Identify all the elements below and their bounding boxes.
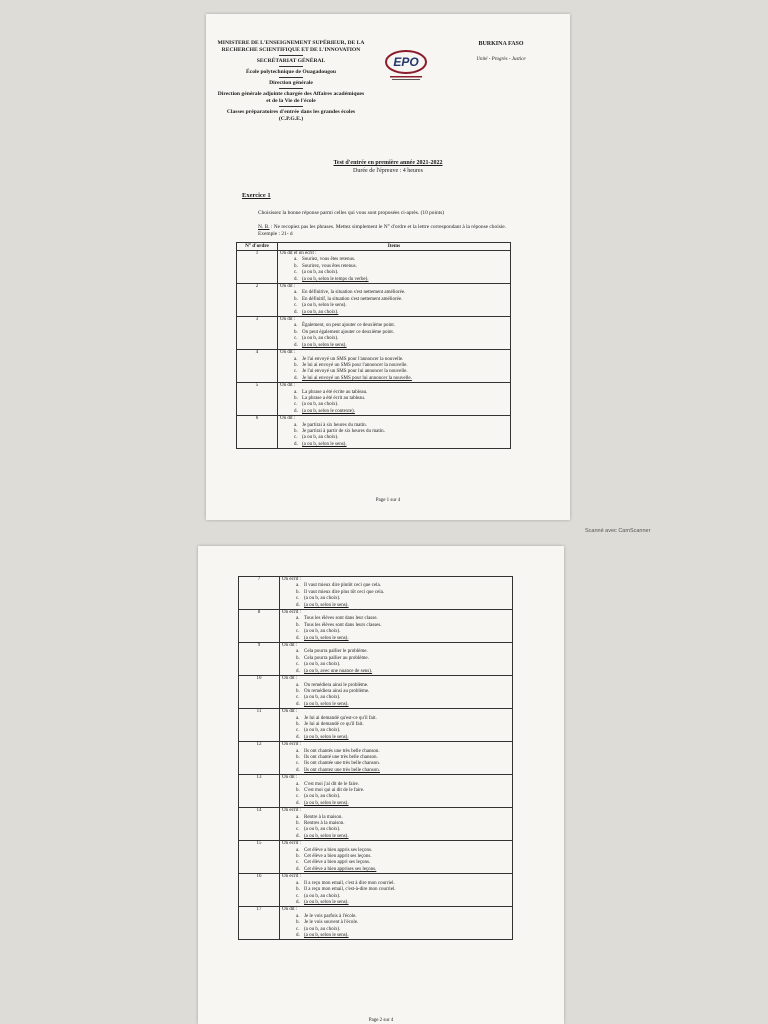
- option-text: La phrase a été écrit au tableau.: [302, 395, 366, 401]
- option-text: Je lui ai demandé qu'est-ce qu'il fait.: [304, 715, 377, 721]
- exam-title: Test d'entrée en première année 2021-2022: [333, 160, 443, 166]
- answer-option: [280, 442, 508, 448]
- question-lead: On écrit :: [282, 610, 301, 616]
- question-number: 11: [239, 709, 280, 742]
- option-letter: d.: [294, 441, 298, 447]
- nb-text: : Ne recopiez pas les phrases. Mettez simplement le N° d'ordre et la lettre correspondant à la réponse choisie. Exemple : 21- d: [258, 224, 507, 237]
- option-text: (a ou b, selon le sens).: [304, 833, 349, 839]
- divider: [279, 55, 303, 56]
- option-letter: d.: [296, 668, 300, 674]
- option-text: (a ou b, au choix).: [304, 794, 341, 800]
- question-items: [280, 808, 513, 841]
- country-label: BURKINA FASO: [478, 41, 524, 47]
- option-text: Tous les élèves sont dans leur classe.: [304, 616, 378, 622]
- option-letter: d.: [294, 342, 298, 348]
- option-letter: d.: [296, 701, 300, 707]
- option-text: La phrase a été écrite au tableau.: [302, 389, 368, 395]
- option-text: (a ou b, au choix).: [304, 926, 341, 932]
- answer-option: [282, 735, 510, 741]
- question-items: [280, 709, 513, 742]
- option-text: Ils ont chantez une très belle chanson.: [304, 767, 380, 773]
- option-text: Cet élève a bien apprises ses leçons.: [304, 866, 377, 872]
- option-letter: a.: [296, 649, 300, 655]
- option-text: Je l'ai envoyé un SMS pour lui annoncer la nouvelle.: [302, 369, 408, 375]
- option-letter: b.: [296, 887, 300, 893]
- option-text: (a ou b, selon le sens).: [304, 932, 349, 938]
- question-row: [239, 643, 513, 676]
- question-row: [239, 742, 513, 775]
- option-text: Je partirai à partir de six heures du matin.: [302, 428, 385, 434]
- question-row: [239, 676, 513, 709]
- question-number: 7: [239, 577, 280, 610]
- option-text: (a ou b, selon le sens).: [304, 734, 349, 740]
- question-items: [278, 317, 511, 350]
- question-row: [239, 709, 513, 742]
- question-lead: On dit :: [280, 317, 296, 323]
- option-letter: c.: [296, 695, 300, 701]
- question-lead: On dit :: [280, 284, 296, 290]
- cpge-line-1: Classes préparatoires d'entrée dans les grandes écoles: [226, 109, 356, 115]
- answer-option: [282, 900, 510, 906]
- option-text: On peut également ajouter ce deuxième point.: [302, 329, 395, 335]
- question-lead: On écrit :: [282, 577, 301, 582]
- option-text: (a ou b, selon le sens).: [302, 342, 347, 348]
- option-text: Ils ont chanté une très belle chanson.: [304, 754, 378, 760]
- option-letter: a.: [296, 913, 300, 919]
- option-letter: d.: [296, 833, 300, 839]
- question-items: [278, 251, 511, 284]
- option-letter: a.: [296, 814, 300, 820]
- option-text: (a ou b, au choix).: [302, 309, 339, 315]
- question-number: 9: [239, 643, 280, 676]
- nb-label: N. B.: [258, 224, 270, 230]
- question-items: [280, 775, 513, 808]
- question-row: [239, 775, 513, 808]
- question-lead: On dit :: [280, 350, 296, 356]
- answer-option: [282, 933, 510, 939]
- question-lead: On dit :: [282, 907, 298, 913]
- question-number: 15: [239, 841, 280, 874]
- option-letter: a.: [296, 880, 300, 886]
- question-lead: On dit :: [280, 383, 296, 389]
- answer-option: [280, 343, 508, 349]
- question-lead: On dit :: [282, 775, 298, 781]
- option-letter: c.: [296, 827, 300, 833]
- exercise-instruction: Choisissez la bonne réponse parmi celles qui vous sont proposées ci-après. (10 points): [258, 210, 445, 216]
- option-text: (a ou b, au choix).: [304, 695, 341, 701]
- option-letter: b.: [296, 920, 300, 926]
- question-row: [239, 577, 513, 610]
- document-page-2: [198, 546, 564, 1024]
- option-letter: c.: [294, 336, 298, 342]
- option-text: Tous les élèves sont dans leurs classes.: [304, 622, 382, 628]
- option-letter: a.: [294, 257, 298, 263]
- question-items: [280, 610, 513, 643]
- option-letter: d.: [294, 276, 298, 282]
- question-row: [237, 251, 511, 284]
- option-letter: c.: [294, 369, 298, 375]
- option-text: Il vaut mieux dire plutôt ceci que cela.: [304, 583, 381, 589]
- question-lead: On écrit :: [282, 841, 301, 847]
- question-lead: On écrit :: [282, 874, 301, 880]
- option-letter: c.: [296, 728, 300, 734]
- question-items: [280, 676, 513, 709]
- answer-option: [280, 376, 508, 382]
- option-letter: b.: [294, 296, 298, 302]
- exam-duration: Durée de l'épreuve : 4 heures: [353, 167, 423, 174]
- option-text: (a ou b, selon le sens).: [304, 800, 349, 806]
- option-letter: b.: [296, 655, 300, 661]
- option-text: (a ou b, selon le sens).: [304, 701, 349, 707]
- question-number: 17: [239, 907, 280, 940]
- option-letter: b.: [296, 721, 300, 727]
- option-text: Rentres à la maison.: [304, 821, 345, 827]
- option-text: (a ou b, au choix).: [304, 893, 341, 899]
- option-text: Cet élève a bien apprit ses leçons.: [304, 854, 372, 860]
- option-text: Je le vois parfois à l'école.: [304, 913, 357, 919]
- answer-option: [282, 603, 510, 609]
- option-text: (a ou b, selon le sens).: [304, 899, 349, 905]
- option-letter: c.: [296, 794, 300, 800]
- question-number: 5: [237, 383, 278, 416]
- option-text: (a ou b, selon le temps du verbe).: [302, 276, 369, 282]
- option-text: Cet élève a bien appris ses leçons.: [304, 847, 373, 853]
- answer-option: [282, 768, 510, 774]
- option-letter: a.: [294, 422, 298, 428]
- question-lead: On dit :: [282, 676, 298, 682]
- option-letter: c.: [294, 435, 298, 441]
- logo-text: EPO: [393, 55, 419, 69]
- option-text: (a ou b, au choix).: [304, 662, 341, 668]
- option-text: (a ou b, au choix).: [302, 402, 339, 408]
- option-letter: c.: [296, 926, 300, 932]
- option-letter: b.: [294, 428, 298, 434]
- option-text: On remédiera ainsi le problème.: [304, 682, 369, 688]
- option-text: (a ou b, au choix).: [304, 629, 341, 635]
- option-text: (a ou b, selon le sens).: [302, 303, 347, 309]
- exam-title-block: [206, 160, 570, 175]
- question-number: 1: [237, 251, 278, 284]
- question-lead: On dit :: [282, 643, 298, 649]
- option-letter: d.: [296, 932, 300, 938]
- option-text: (a ou b, au choix).: [302, 336, 339, 342]
- option-text: Souriez, vous êtes retenus.: [302, 257, 356, 263]
- option-letter: c.: [296, 662, 300, 668]
- option-text: Il vaut mieux dire plus tôt ceci que cela.: [304, 589, 385, 595]
- exercise-title: Exercice 1: [242, 192, 271, 199]
- col-header-num: N° d'ordre: [237, 243, 278, 251]
- option-letter: b.: [296, 821, 300, 827]
- option-letter: b.: [296, 854, 300, 860]
- answer-option: [282, 636, 510, 642]
- option-letter: d.: [294, 309, 298, 315]
- option-letter: c.: [296, 761, 300, 767]
- option-text: Je lui ai envoyé un SMS pour l'annoncer la nouvelle.: [302, 362, 408, 368]
- option-text: Je partirai à six heures du matin.: [302, 422, 367, 428]
- option-letter: a.: [296, 583, 300, 589]
- option-letter: b.: [296, 754, 300, 760]
- question-row: [237, 350, 511, 383]
- page-number: Page 1 sur 4: [375, 498, 401, 503]
- ministry-line-2: RECHERCHE SCIENTIFIQUE ET DE L'INNOVATION: [221, 47, 361, 53]
- option-letter: a.: [296, 748, 300, 754]
- option-letter: d.: [296, 602, 300, 608]
- cpge-line-2: (C.P.G.E.): [278, 116, 304, 122]
- questions-table-page-1: [236, 242, 511, 449]
- option-text: (a ou b, selon le sens).: [302, 441, 347, 447]
- option-text: En définitif, la situation s'est nettement améliorée.: [302, 296, 403, 302]
- option-text: Ils ont chantée une très belle chanson.: [304, 761, 380, 767]
- option-letter: d.: [296, 899, 300, 905]
- option-letter: b.: [296, 688, 300, 694]
- direction-adjointe-line-1: Direction générale adjointe chargée des Affaires académiques: [217, 91, 365, 97]
- divider: [279, 77, 303, 78]
- question-row: [237, 317, 511, 350]
- question-lead: On dit :: [282, 709, 298, 715]
- question-number: 2: [237, 284, 278, 317]
- option-letter: d.: [294, 408, 298, 414]
- question-number: 6: [237, 416, 278, 449]
- question-row: [239, 610, 513, 643]
- question-items: [280, 643, 513, 676]
- option-text: Je le vois souvent à l'école.: [304, 920, 359, 926]
- page-number: Page 2 sur 4: [368, 1018, 394, 1023]
- option-letter: a.: [296, 682, 300, 688]
- option-letter: b.: [294, 395, 298, 401]
- question-items: [280, 577, 513, 610]
- option-letter: d.: [296, 800, 300, 806]
- question-items: [278, 383, 511, 416]
- option-text: Il a reçu mon email, c'est à dire mon courriel.: [304, 880, 395, 886]
- option-text: (a ou b, au choix).: [304, 728, 341, 734]
- question-lead: On dit et on écrit :: [280, 251, 317, 256]
- option-letter: c.: [296, 893, 300, 899]
- question-items: [280, 841, 513, 874]
- option-letter: d.: [296, 866, 300, 872]
- option-text: Cela pourra pallier le problème.: [304, 649, 368, 655]
- answer-option: [280, 409, 508, 415]
- option-text: Cela pourra pallier au problème.: [304, 655, 369, 661]
- question-row: [239, 874, 513, 907]
- question-row: [237, 284, 511, 317]
- option-letter: c.: [296, 596, 300, 602]
- option-letter: b.: [294, 329, 298, 335]
- direction-adjointe-line-2: et de la Vie de l'école: [266, 98, 316, 104]
- divider: [279, 88, 303, 89]
- option-letter: c.: [296, 860, 300, 866]
- option-letter: b.: [296, 622, 300, 628]
- option-letter: a.: [296, 781, 300, 787]
- option-letter: a.: [294, 389, 298, 395]
- question-number: 16: [239, 874, 280, 907]
- option-letter: c.: [294, 270, 298, 276]
- option-text: Cet élève a bien appri ses leçons.: [304, 860, 371, 866]
- option-text: (a ou b, au choix).: [304, 827, 341, 833]
- option-text: On remédiera ainsi au problème.: [304, 688, 370, 694]
- motto-label: Unité - Progrès - Justice: [476, 57, 526, 62]
- option-letter: b.: [294, 362, 298, 368]
- option-letter: a.: [294, 323, 298, 329]
- option-letter: d.: [296, 767, 300, 773]
- option-text: C'est moi j'ai dit de le faire.: [304, 781, 359, 787]
- document-page-1: [206, 14, 570, 520]
- option-text: Je l'ai envoyé un SMS pour l'annoncer la nouvelle.: [302, 356, 404, 362]
- question-number: 8: [239, 610, 280, 643]
- option-letter: a.: [294, 290, 298, 296]
- option-text: Ils ont chantés une très belle chanson.: [304, 748, 380, 754]
- option-text: (a ou b, au choix).: [302, 270, 339, 276]
- option-letter: c.: [296, 629, 300, 635]
- option-letter: a.: [296, 715, 300, 721]
- divider: [279, 106, 303, 107]
- question-items: [280, 742, 513, 775]
- option-text: (a ou b, au choix).: [302, 435, 339, 441]
- table-header-row: [237, 243, 511, 251]
- answer-option: [282, 867, 510, 873]
- answer-option: [282, 801, 510, 807]
- option-letter: c.: [294, 303, 298, 309]
- option-letter: b.: [296, 589, 300, 595]
- option-text: (a ou b, selon le sens).: [304, 635, 349, 641]
- col-header-items: Items: [278, 243, 511, 251]
- option-letter: a.: [296, 847, 300, 853]
- question-items: [278, 350, 511, 383]
- option-text: (a ou b, au choix).: [304, 596, 341, 602]
- answer-option: [280, 310, 508, 316]
- question-number: 13: [239, 775, 280, 808]
- option-text: (a ou b, selon le sens).: [304, 602, 349, 608]
- country-header: [456, 40, 546, 64]
- option-letter: d.: [294, 375, 298, 381]
- question-lead: On écrit :: [282, 808, 301, 814]
- question-number: 3: [237, 317, 278, 350]
- question-number: 14: [239, 808, 280, 841]
- option-text: Il a reçu mon email, c'est-à-dire mon courriel.: [304, 887, 396, 893]
- option-letter: a.: [296, 616, 300, 622]
- answer-option: [282, 702, 510, 708]
- question-row: [239, 808, 513, 841]
- school-label: École polytechnique de Ouagadougou: [246, 69, 336, 75]
- secretariat-label: SECRÉTARIAT GÉNÉRAL: [256, 58, 326, 64]
- answer-option: [280, 277, 508, 283]
- ministry-line-1: MINISTERE DE L'ENSEIGNEMENT SUPÉRIEUR, DE LA: [217, 40, 365, 46]
- question-lead: On dit :: [280, 416, 296, 422]
- option-text: (a ou b, selon le contexte).: [302, 408, 355, 414]
- direction-label: Direction générale: [269, 80, 313, 86]
- school-logo-icon: [382, 48, 432, 86]
- option-text: En définitive, la situation s'est nettement améliorée.: [302, 290, 406, 296]
- option-letter: d.: [296, 734, 300, 740]
- option-letter: a.: [294, 356, 298, 362]
- question-row: [239, 907, 513, 940]
- option-text: (a ou b, avec une nuance de sens).: [304, 668, 373, 674]
- scanner-watermark: Scanné avec CamScanner: [585, 528, 651, 534]
- question-lead: On écrit :: [282, 742, 301, 748]
- option-letter: d.: [296, 635, 300, 641]
- nb-note: [258, 224, 518, 238]
- option-text: Également, on peut ajouter ce deuxième point.: [302, 323, 396, 329]
- question-row: [237, 416, 511, 449]
- question-items: [280, 907, 513, 940]
- question-number: 12: [239, 742, 280, 775]
- option-text: Je lui ai envoyé un SMS pour lui annoncer la nouvelle.: [302, 375, 412, 381]
- option-letter: b.: [296, 788, 300, 793]
- option-text: C'est moi qui ai dit de le faire.: [304, 788, 365, 793]
- option-text: Sourirez, vous êtes retenus.: [302, 263, 357, 269]
- question-row: [237, 383, 511, 416]
- option-text: Je lui ai demandé ce qu'il fait.: [304, 721, 364, 727]
- question-number: 4: [237, 350, 278, 383]
- option-letter: b.: [294, 263, 298, 269]
- option-text: Rentre à la maison.: [304, 814, 343, 820]
- answer-option: [282, 834, 510, 840]
- option-letter: c.: [294, 402, 298, 408]
- questions-table-page-2: [238, 576, 513, 940]
- question-row: [239, 841, 513, 874]
- question-items: [278, 416, 511, 449]
- question-number: 10: [239, 676, 280, 709]
- answer-option: [282, 669, 510, 675]
- ministry-header: [206, 40, 376, 123]
- question-items: [280, 874, 513, 907]
- divider: [279, 66, 303, 67]
- question-items: [278, 284, 511, 317]
